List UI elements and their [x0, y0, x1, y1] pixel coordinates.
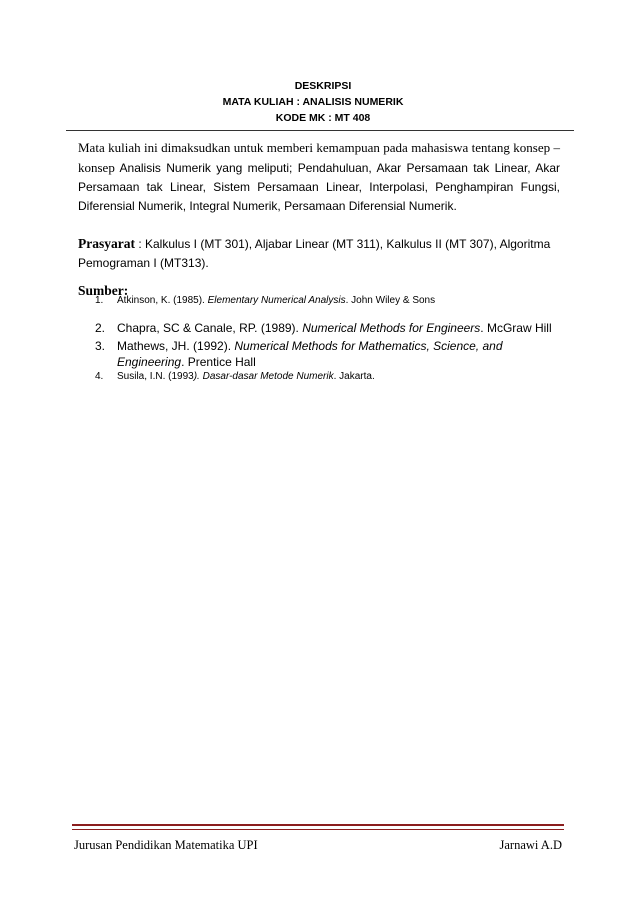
- reference-title: Elementary Numerical Analysis: [207, 295, 346, 306]
- reference-text: [117, 370, 565, 384]
- description-text: Analisis Numerik yang meliputi; Pendahuluan, Akar Persamaan tak Linear, Akar Persamaan tak Linear, Sistem Persamaan Linear, Interpolasi, Penghampiran Fungsi, Diferensial Numerik, Integral Numerik, Persamaan Diferensial Numerik.: [78, 161, 560, 213]
- reference-text: [117, 338, 565, 370]
- reference-publisher: . McGraw Hill: [480, 321, 552, 335]
- reference-text: [117, 320, 565, 336]
- reference-title: Numerical Methods for Engineers: [302, 321, 481, 335]
- reference-number: 3.: [95, 339, 106, 353]
- footer-author: Jarnawi A.D: [499, 838, 562, 852]
- reference-author: Susila, I.N. (1993: [117, 371, 194, 382]
- reference-publisher: . Jakarta.: [333, 371, 375, 382]
- reference-title: ). Dasar-dasar Metode Numerik: [193, 371, 334, 382]
- header-title: DESKRIPSI: [294, 80, 352, 92]
- reference-publisher: . John Wiley & Sons: [345, 295, 436, 306]
- prerequisites-text: : Kalkulus I (MT 301), Aljabar Linear (MT 311), Kalkulus II (MT 307), Algoritma Pemograman I (MT313).: [78, 237, 551, 270]
- reference-author: Mathews, JH. (1992).: [117, 339, 235, 353]
- sources-heading: Sumber:: [78, 283, 129, 298]
- reference-author: Chapra, SC & Canale, RP. (1989).: [117, 321, 303, 335]
- reference-number: 4.: [95, 371, 104, 382]
- header-course-code: KODE MK : MT 408: [275, 112, 371, 124]
- reference-text: [117, 294, 565, 308]
- footer-divider-thick: [72, 824, 564, 826]
- prerequisites: [78, 234, 560, 273]
- reference-number: 1.: [95, 295, 104, 306]
- footer-divider-thin: [72, 829, 564, 830]
- header-divider: [66, 130, 574, 131]
- course-description: [78, 138, 560, 216]
- reference-number: 2.: [95, 321, 106, 335]
- footer-department: Jurusan Pendidikan Matematika UPI: [74, 838, 258, 852]
- prerequisites-label: Prasyarat: [78, 236, 135, 251]
- description-serif-text: Mata kuliah ini dimaksudkan untuk memberi kemampuan pada mahasiswa tentang konsep – konsep: [78, 140, 560, 175]
- reference-author: Atkinson, K. (1985).: [117, 295, 208, 306]
- reference-title: Numerical Methods for Mathematics, Science, and Engineering: [117, 339, 503, 369]
- reference-publisher: . Prentice Hall: [181, 355, 256, 369]
- header-course-name: MATA KULIAH : ANALISIS NUMERIK: [222, 96, 404, 108]
